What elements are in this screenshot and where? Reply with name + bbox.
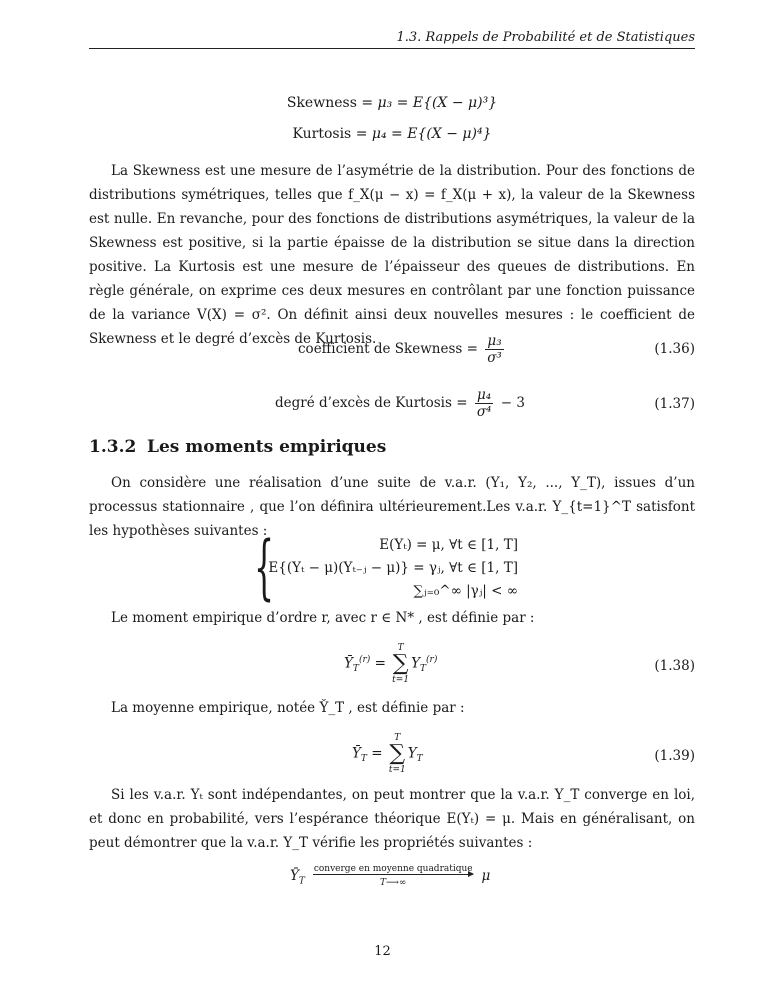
hypothesis-3: ∑ⱼ₌₀^∞ |γⱼ| < ∞ — [413, 583, 518, 599]
kurtosis-rhs: = μ₄ = E{(X − μ)⁴} — [351, 126, 492, 142]
paragraph-moment-empirique: Le moment empirique d’ordre r, avec r ∈ N* , est définie par : — [111, 610, 535, 626]
arrow-label-bottom: T⟶∞ — [380, 878, 407, 888]
arrow-line-icon — [313, 874, 473, 875]
exces-kurtosis-fraction — [475, 387, 494, 420]
paragraph-realisation: On considère une réalisation d’une suite de v.a.r. (Y₁, Y₂, ..., Y_T), issues d’un processus stationnaire , que l’on définira ultérieurement.Les v.a.r. Y_{t=1}^T satisfont les hypothèses suivantes : — [89, 475, 695, 539]
header-rule — [89, 48, 695, 49]
moment-r-lhs-sub: T — [352, 664, 359, 675]
convergence-lhs: Ȳ — [290, 868, 299, 884]
coef-skewness-fraction — [485, 333, 504, 366]
equation-number-1-38: (1.38) — [654, 658, 695, 674]
paragraph-convergence: Si les v.a.r. Yₜ sont indépendantes, on peut montrer que la v.a.r. Y_T converge en loi, et donc en probabilité, vers l’espérance théorique E(Yₜ) = μ. Mais en généralisant, on peut démontrer que la v.a.r. Y_T vérifie les propriétés suivantes : — [89, 787, 695, 851]
moment-r-equation: $Ȳ_T^{(r)} = T$ ∑ $t=1Y_T^{(r)}$ — [344, 643, 438, 685]
moyenne-rhs: Y — [407, 745, 417, 762]
skewness-equation — [89, 95, 695, 111]
arrow-label-top: converge en moyenne quadratique — [313, 864, 473, 874]
sum-bottom-2: t=1 — [388, 765, 406, 775]
moyenne-rhs-sub: T — [416, 754, 423, 765]
section-title: Les moments empiriques — [147, 437, 387, 457]
hypothesis-1: E(Yₜ) = μ, ∀t ∈ [1, T] — [379, 537, 518, 553]
kurtosis-lhs: Kurtosis — [292, 126, 352, 142]
long-right-arrow — [313, 864, 473, 889]
exces-kurtosis-tail: − 3 — [496, 395, 525, 411]
moment-r-lhs: Ȳ — [344, 655, 353, 672]
exces-kurtosis-num: μ₄ — [475, 387, 494, 404]
coef-skewness-label: coefficient de Skewness = — [298, 341, 478, 357]
skewness-lhs: Skewness — [286, 95, 357, 111]
skewness-rhs: = μ₃ = E{(X − μ)³} — [356, 95, 498, 111]
coef-skewness-den: σ³ — [487, 350, 502, 366]
convergence-lhs-sub: T — [298, 876, 305, 887]
exces-kurtosis-label: degré d’excès de Kurtosis = — [275, 395, 468, 411]
moyenne-lhs-sub: T — [360, 754, 367, 765]
sum-bottom: t=1 — [392, 675, 410, 685]
convergence-rhs: μ — [481, 868, 491, 884]
sum-symbol-2: T ∑ t=1 — [388, 733, 406, 775]
moment-r-rhs: Y — [411, 655, 420, 672]
left-brace: { — [254, 526, 275, 608]
moment-r-rhs-sup: (r) — [426, 655, 438, 665]
sum-symbol: T ∑ t=1 — [392, 643, 410, 685]
equation-number-1-37: (1.37) — [654, 396, 695, 412]
page-number: 12 — [374, 944, 391, 959]
sum-top: T — [397, 643, 404, 653]
equation-number-1-39: (1.39) — [654, 748, 695, 764]
convergence-equation — [290, 864, 490, 889]
exces-kurtosis-den: σ⁴ — [476, 404, 492, 420]
coef-skewness-num: μ₃ — [485, 333, 504, 350]
hypothesis-2: E{(Yₜ − μ)(Yₜ₋ⱼ − μ)} = γⱼ, ∀t ∈ [1, T] — [268, 560, 518, 576]
paragraph-moyenne-empirique: La moyenne empirique, notée Y̌_T , est définie par : — [111, 700, 465, 716]
equation-number-1-36: (1.36) — [654, 341, 695, 357]
section-heading — [89, 437, 386, 457]
moment-r-rhs-sub: T — [419, 664, 426, 675]
section-number: 1.3.2 — [89, 437, 137, 457]
running-header: 1.3. Rappels de Probabilité et de Statistiques — [396, 30, 695, 45]
paragraph-skewness-kurtosis: La Skewness est une mesure de l’asymétrie de la distribution. Pour des fonctions de distributions symétriques, telles que f_X(μ − x) = f_X(μ + x), la valeur de la Skewness est nulle. En revanche, pour des fonctions de distributions asymétriques, la valeur de la Skewness est positive, si la partie épaisse de la distribution se situe dans la direction positive. La Kurtosis est une mesure de l’épaisseur des queues de distributions. En règle générale, on exprime ces deux mesures en contrôlant par une fonction puissance de la variance V(X) = σ². On définit ainsi deux nouvelles mesures : le coefficient de Skewness et le degré d’excès de Kurtosis. — [89, 163, 695, 347]
moment-r-lhs-sup: (r) — [358, 655, 371, 665]
kurtosis-equation — [89, 126, 695, 142]
exces-kurtosis-equation — [275, 387, 525, 420]
coef-skewness-equation — [298, 333, 507, 366]
moyenne-equation: $Ȳ_T = T$ ∑ $t=1Y_T$ — [352, 733, 423, 775]
sum-top-2: T — [394, 733, 401, 743]
moyenne-lhs: Ȳ — [352, 745, 361, 762]
